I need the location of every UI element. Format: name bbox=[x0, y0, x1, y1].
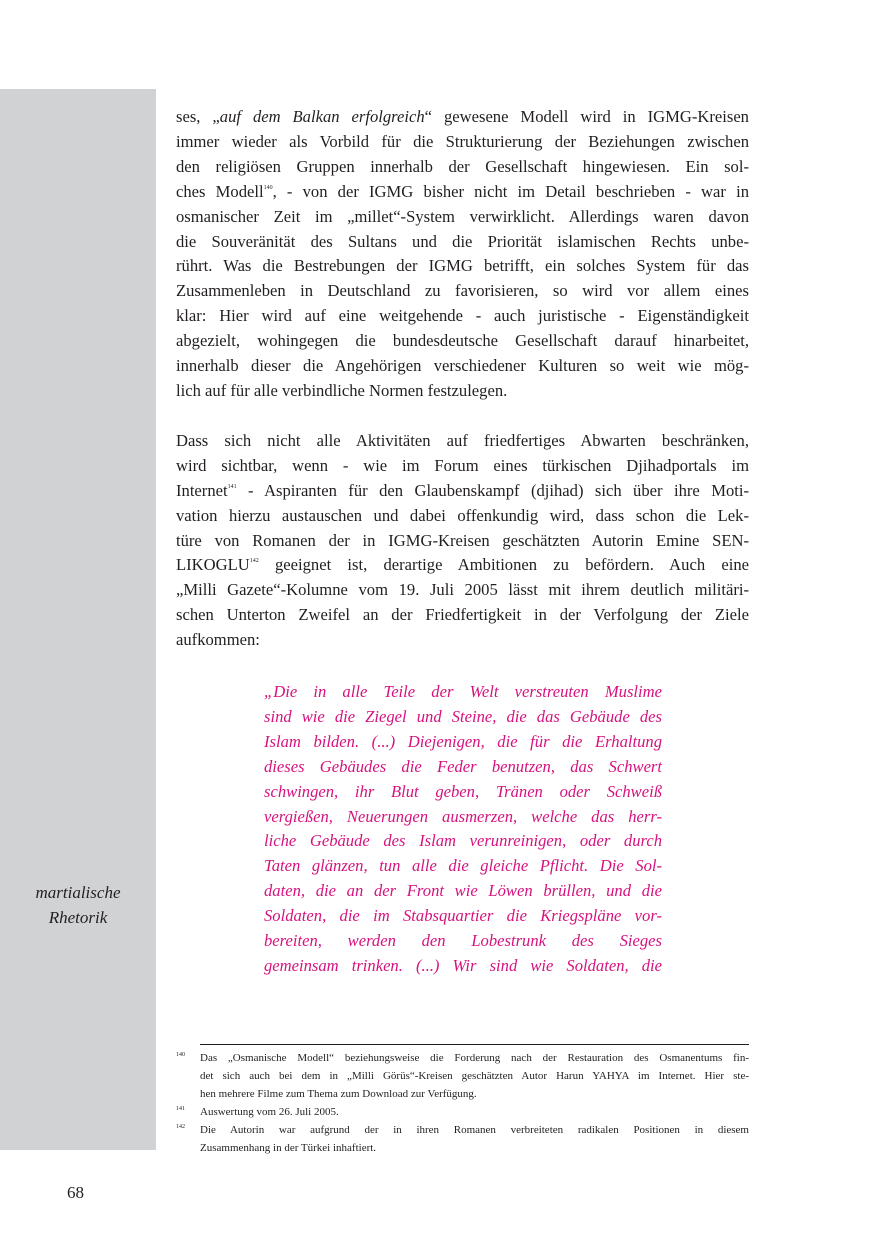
text-line: wird sichtbar, wenn - wie im Forum eines türkischen Djihadportals im bbox=[176, 455, 749, 475]
italic-phrase: auf dem Balkan erfolgreich bbox=[219, 107, 425, 126]
margin-note-line: Rhetorik bbox=[48, 908, 108, 927]
quote-line: liche Gebäude des Islam verunreinigen, oder durch bbox=[264, 831, 662, 851]
footnote-line: Die Autorin war aufgrund der in ihren Romanen verbreiteten radikalen Positionen in diesem bbox=[200, 1124, 749, 1136]
text-span: , - von der IGMG bisher nicht im Detail beschrieben - war in bbox=[272, 181, 749, 201]
text-line: „Milli Gazete“-Kolumne vom 19. Juli 2005 lässt mit ihrem deutlich militäri- bbox=[176, 580, 749, 600]
footnote-140 bbox=[176, 1049, 749, 1103]
footnote-line: Zusammenhang in der Türkei inhaftiert. bbox=[200, 1142, 377, 1154]
text-span: geeignet ist, derartige Ambitionen zu befördern. Auch eine bbox=[258, 555, 749, 575]
text-line: die Souveränität des Sultans und die Priorität islamischen Rechts unbe- bbox=[176, 231, 749, 251]
text-line: abgezielt, wohingegen die bundesdeutsche Gesellschaft darauf hinarbeitet, bbox=[176, 331, 749, 351]
text-span: - Aspiranten für den Glaubenskampf (djihad) sich über ihre Moti- bbox=[236, 480, 749, 500]
text-span: “ gewesene Modell wird in IGMG-Kreisen bbox=[424, 107, 749, 126]
quote-line: Taten glänzen, tun alle die gleiche Pflicht. Die Sol- bbox=[264, 856, 662, 876]
quote-line: Islam bilden. (...) Diejenigen, die für die Erhaltung bbox=[264, 731, 662, 751]
text-line: klar: Hier wird auf eine weitgehende - auch juristische - Eigenständigkeit bbox=[176, 306, 749, 326]
footnote-ref[interactable]: 142 bbox=[249, 558, 259, 565]
text-line bbox=[176, 553, 749, 578]
paragraph-2 bbox=[176, 429, 749, 653]
text-span: LIKOGLU bbox=[176, 555, 250, 575]
text-line bbox=[176, 479, 749, 504]
text-line bbox=[176, 105, 749, 130]
text-line: rührt. Was die Bestrebungen der IGMG betrifft, ein solches System für das bbox=[176, 256, 749, 276]
quote-line: gemeinsam trinken. (...) Wir sind wie Soldaten, die bbox=[264, 955, 662, 975]
text-line: innerhalb dieser die Angehörigen verschiedener Kulturen so weit wie mög- bbox=[176, 356, 749, 376]
quote-line: bereiten, werden den Lobestrunk des Sieges bbox=[264, 931, 662, 951]
margin-sidebar bbox=[0, 89, 156, 1150]
quote-line: daten, die an der Front wie Löwen brüllen, und die bbox=[264, 881, 662, 901]
text-line: osmanischer Zeit im „millet“-System verwirklicht. Allerdings waren davon bbox=[176, 206, 749, 226]
page-number: 68 bbox=[67, 1183, 84, 1202]
text-span: ses, „ bbox=[176, 107, 220, 126]
text-line: Zusammenleben in Deutschland zu favorisieren, so wird vor allem eines bbox=[176, 281, 749, 301]
paragraph-1 bbox=[176, 105, 749, 404]
block-quote bbox=[264, 680, 662, 979]
footnote-number: 141 bbox=[176, 1106, 185, 1112]
footnote-divider bbox=[200, 1044, 749, 1045]
text-line: immer wieder als Vorbild für die Strukturierung der Beziehungen zwischen bbox=[176, 131, 749, 151]
text-line: den religiösen Gruppen innerhalb der Gesellschaft hingewiesen. Ein sol- bbox=[176, 156, 749, 176]
quote-line: „Die in alle Teile der Welt verstreuten Muslime bbox=[264, 682, 662, 701]
footnote-line: det sich auch bei dem in „Milli Görüs“-Kreisen geschätzten Autor Harun YAHYA im Internet. Hier ste- bbox=[200, 1070, 749, 1082]
footnote-142 bbox=[176, 1121, 749, 1157]
text-line: Dass sich nicht alle Aktivitäten auf friedfertiges Abwarten beschränken, bbox=[176, 430, 749, 450]
footnote-line: hen mehrere Filme zum Thema zum Download zur Verfügung. bbox=[200, 1088, 477, 1100]
quote-line: dieses Gebäudes die Feder benutzen, das Schwert bbox=[264, 756, 662, 776]
text-line: türe von Romanen der in IGMG-Kreisen geschätzten Autorin Emine SEN- bbox=[176, 530, 749, 550]
footnote-line: Auswertung vom 26. Juli 2005. bbox=[200, 1106, 339, 1118]
footnote-ref[interactable]: 141 bbox=[227, 483, 237, 490]
quote-line: vergießen, Neuerungen ausmerzen, welche das herr- bbox=[264, 806, 662, 826]
quote-line: Soldaten, die im Stabsquartier die Kriegspläne vor- bbox=[264, 906, 662, 926]
text-line: lich auf für alle verbindliche Normen festzulegen. bbox=[176, 380, 508, 400]
footnote-number: 140 bbox=[176, 1052, 185, 1058]
text-span: Internet bbox=[176, 480, 228, 500]
text-span: ches Modell bbox=[176, 181, 264, 201]
text-line: vation hierzu austauschen und dabei offenkundig wird, dass schon die Lek- bbox=[176, 505, 749, 525]
footnotes bbox=[176, 1049, 749, 1157]
text-line bbox=[176, 180, 749, 205]
footnote-number: 142 bbox=[176, 1124, 185, 1130]
footnote-line: Das „Osmanische Modell“ beziehungsweise die Forderung nach der Restauration des Osmanentums fin- bbox=[200, 1052, 749, 1064]
footnote-ref[interactable]: 140 bbox=[263, 184, 273, 191]
margin-note bbox=[0, 880, 156, 930]
margin-note-line: martialische bbox=[35, 883, 121, 902]
text-line: aufkommen: bbox=[176, 630, 260, 650]
quote-line: sind wie die Ziegel und Steine, die das Gebäude des bbox=[264, 706, 662, 726]
footnote-141 bbox=[176, 1103, 749, 1121]
text-line: schen Unterton Zweifel an der Friedfertigkeit in der Verfolgung der Ziele bbox=[176, 605, 749, 625]
quote-line: schwingen, ihr Blut geben, Tränen oder Schweiß bbox=[264, 781, 662, 801]
main-text bbox=[176, 105, 749, 653]
